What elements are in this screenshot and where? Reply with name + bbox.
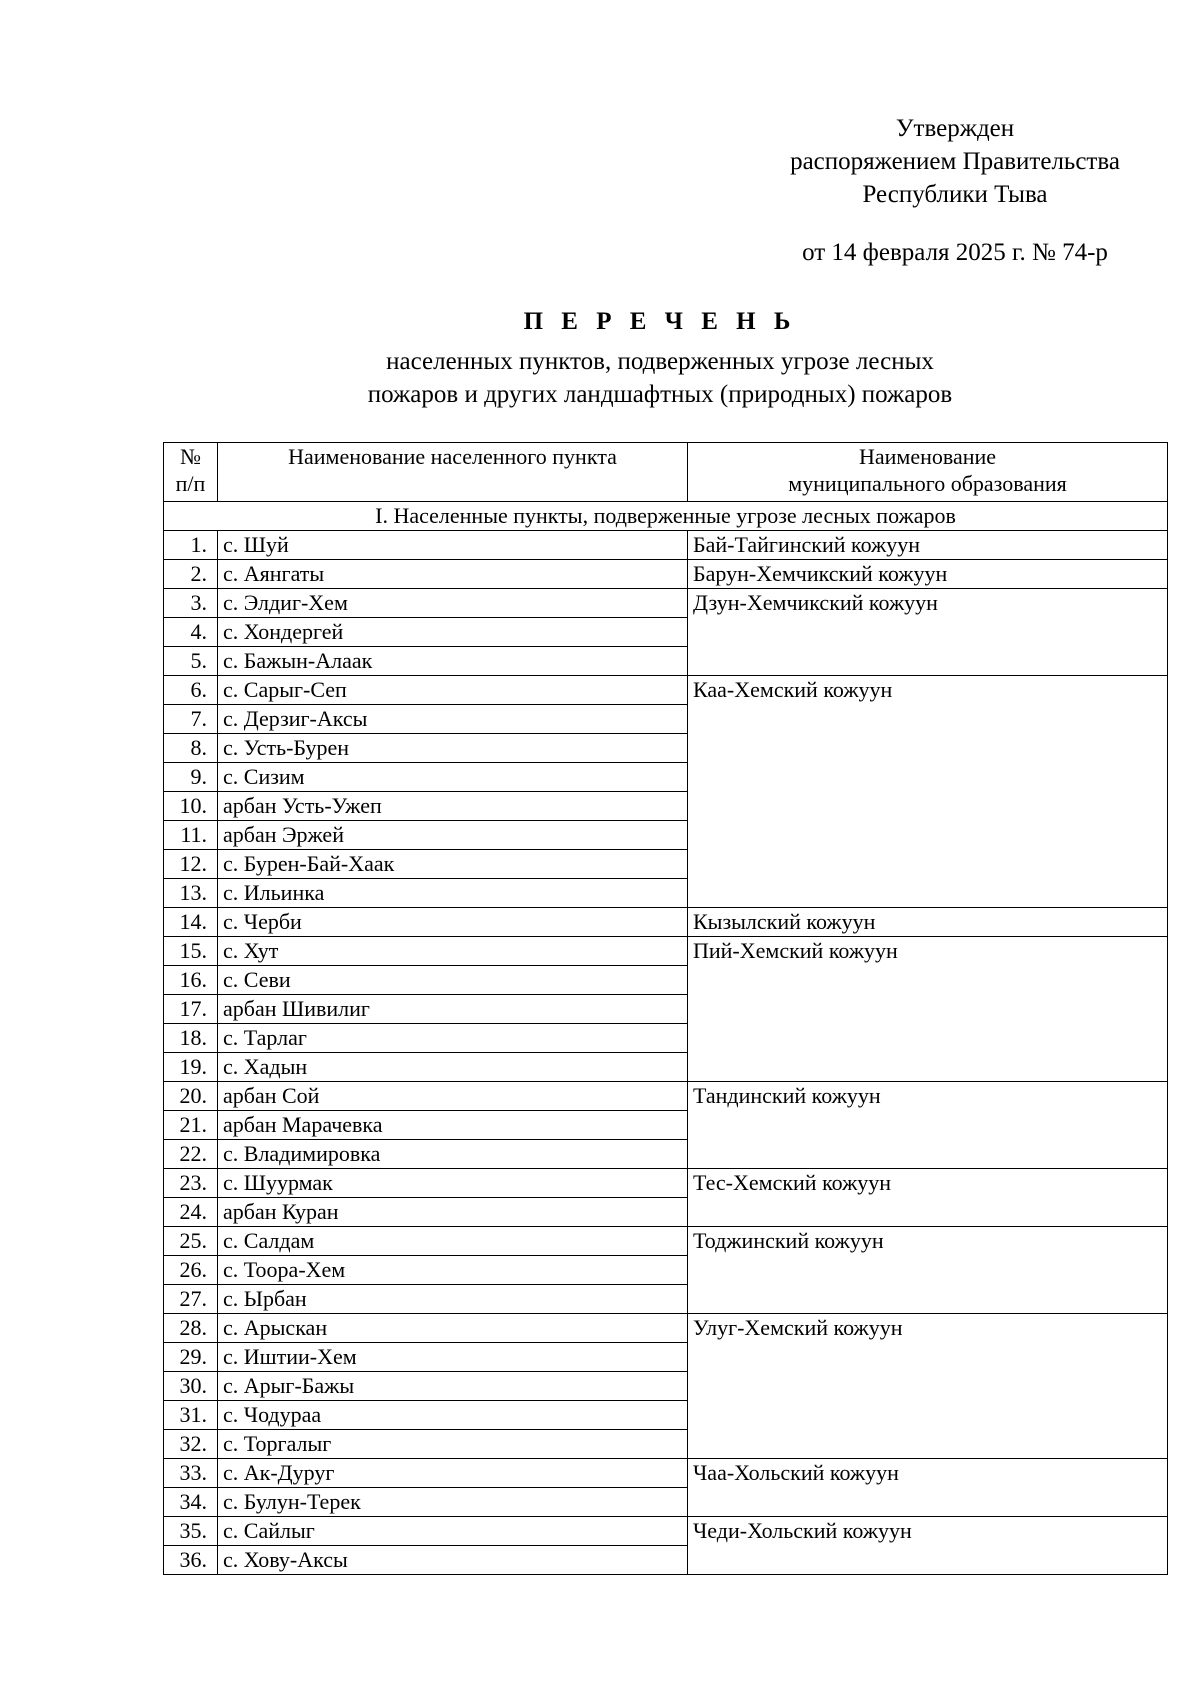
settlement-name: с. Сизим [218,763,688,792]
settlement-name: с. Ырбан [218,1285,688,1314]
row-number: 19. [164,1053,218,1082]
settlement-name: с. Хадын [218,1053,688,1082]
municipality-name: Тес-Хемский кожуун [688,1169,1168,1227]
municipality-name: Барун-Хемчикский кожуун [688,560,1168,589]
table-row [164,1169,1168,1198]
row-number: 2. [164,560,218,589]
table-body [164,502,1168,1575]
settlement-name: арбан Усть-Ужеп [218,792,688,821]
row-number: 21. [164,1111,218,1140]
municipality-name: Тандинский кожуун [688,1082,1168,1169]
municipality-name: Дзун-Хемчикский кожуун [688,589,1168,676]
approval-line-republic: Республики Тыва [862,181,1048,208]
document-subtitle [150,345,1170,411]
settlement-name: с. Севи [218,966,688,995]
row-number: 33. [164,1459,218,1488]
settlement-name: с. Тоора-Хем [218,1256,688,1285]
settlement-name: с. Хут [218,937,688,966]
settlement-name: арбан Сой [218,1082,688,1111]
row-number: 29. [164,1343,218,1372]
settlement-name: с. Иштии-Хем [218,1343,688,1372]
row-number: 25. [164,1227,218,1256]
row-number: 6. [164,676,218,705]
approval-line-approved: Утвержден [895,115,1015,142]
municipality-name: Пий-Хемский кожуун [688,937,1168,1082]
table-row [164,1227,1168,1256]
row-number: 36. [164,1546,218,1575]
settlements-table [163,442,1168,1575]
row-number: 16. [164,966,218,995]
settlement-name: с. Ильинка [218,879,688,908]
settlement-name: с. Тарлаг [218,1024,688,1053]
settlement-name: с. Бурен-Бай-Хаак [218,850,688,879]
settlement-name: с. Салдам [218,1227,688,1256]
settlement-name: с. Хондергей [218,618,688,647]
settlement-name: арбан Марачевка [218,1111,688,1140]
table-row [164,1517,1168,1546]
settlement-name: с. Сайлыг [218,1517,688,1546]
municipality-name: Тоджинский кожуун [688,1227,1168,1314]
row-number: 23. [164,1169,218,1198]
row-number: 5. [164,647,218,676]
row-number: 10. [164,792,218,821]
settlement-name: с. Бажын-Алаак [218,647,688,676]
row-number: 24. [164,1198,218,1227]
settlement-name: с. Хову-Аксы [218,1546,688,1575]
settlement-name: с. Шуурмак [218,1169,688,1198]
row-number: 26. [164,1256,218,1285]
row-number: 20. [164,1082,218,1111]
table-row [164,937,1168,966]
section-row [164,502,1168,531]
row-number: 15. [164,937,218,966]
settlement-name: с. Аянгаты [218,560,688,589]
document-title: П Е Р Е Ч Е Н Ь [523,308,797,335]
row-number: 34. [164,1488,218,1517]
header-number: № п/п [164,443,218,502]
row-number: 14. [164,908,218,937]
table-row [164,1459,1168,1488]
approval-stamp [760,112,1150,211]
table-row [164,908,1168,937]
settlement-name: с. Владимировка [218,1140,688,1169]
row-number: 12. [164,850,218,879]
settlement-name: с. Усть-Бурен [218,734,688,763]
row-number: 13. [164,879,218,908]
settlement-name: с. Чодураа [218,1401,688,1430]
table-row [164,531,1168,560]
table-row [164,676,1168,705]
row-number: 9. [164,763,218,792]
settlement-name: с. Элдиг-Хем [218,589,688,618]
row-number: 30. [164,1372,218,1401]
municipality-name: Каа-Хемский кожуун [688,676,1168,908]
row-number: 28. [164,1314,218,1343]
row-number: 3. [164,589,218,618]
header-settlement-name: Наименование населенного пункта [218,443,688,502]
row-number: 11. [164,821,218,850]
row-number: 8. [164,734,218,763]
settlement-name: с. Сарыг-Сеп [218,676,688,705]
settlement-name: с. Арыг-Бажы [218,1372,688,1401]
row-number: 18. [164,1024,218,1053]
municipality-name: Чаа-Хольский кожуун [688,1459,1168,1517]
settlement-name: с. Торгалыг [218,1430,688,1459]
header-municipality: Наименование муниципального образования [688,443,1168,502]
row-number: 31. [164,1401,218,1430]
row-number: 1. [164,531,218,560]
approval-date: от 14 февраля 2025 г. № 74-р [802,239,1108,266]
row-number: 7. [164,705,218,734]
municipality-name: Кызылский кожуун [688,908,1168,937]
settlement-name: арбан Эржей [218,821,688,850]
settlement-name: с. Арыскан [218,1314,688,1343]
row-number: 17. [164,995,218,1024]
section-heading: I. Населенные пункты, подверженные угрозе лесных пожаров [164,502,1168,531]
settlement-name: с. Булун-Терек [218,1488,688,1517]
settlement-name: с. Дерзиг-Аксы [218,705,688,734]
municipality-name: Бай-Тайгинский кожуун [688,531,1168,560]
row-number: 22. [164,1140,218,1169]
row-number: 27. [164,1285,218,1314]
settlement-name: с. Ак-Дуруг [218,1459,688,1488]
municipality-name: Улуг-Хемский кожуун [688,1314,1168,1459]
settlement-name: с. Черби [218,908,688,937]
subtitle-line-1: населенных пунктов, подверженных угрозе лесных [386,348,934,375]
settlement-name: с. Шуй [218,531,688,560]
table-row [164,560,1168,589]
row-number: 35. [164,1517,218,1546]
table-header-row [164,443,1168,502]
row-number: 4. [164,618,218,647]
municipality-name: Чеди-Хольский кожуун [688,1517,1168,1575]
approval-line-decree: распоряжением Правительства [790,148,1120,175]
table-row [164,1082,1168,1111]
subtitle-line-2: пожаров и других ландшафтных (природных) пожаров [367,381,953,408]
row-number: 32. [164,1430,218,1459]
table-row [164,589,1168,618]
settlement-name: арбан Куран [218,1198,688,1227]
table-row [164,1314,1168,1343]
settlement-name: арбан Шивилиг [218,995,688,1024]
